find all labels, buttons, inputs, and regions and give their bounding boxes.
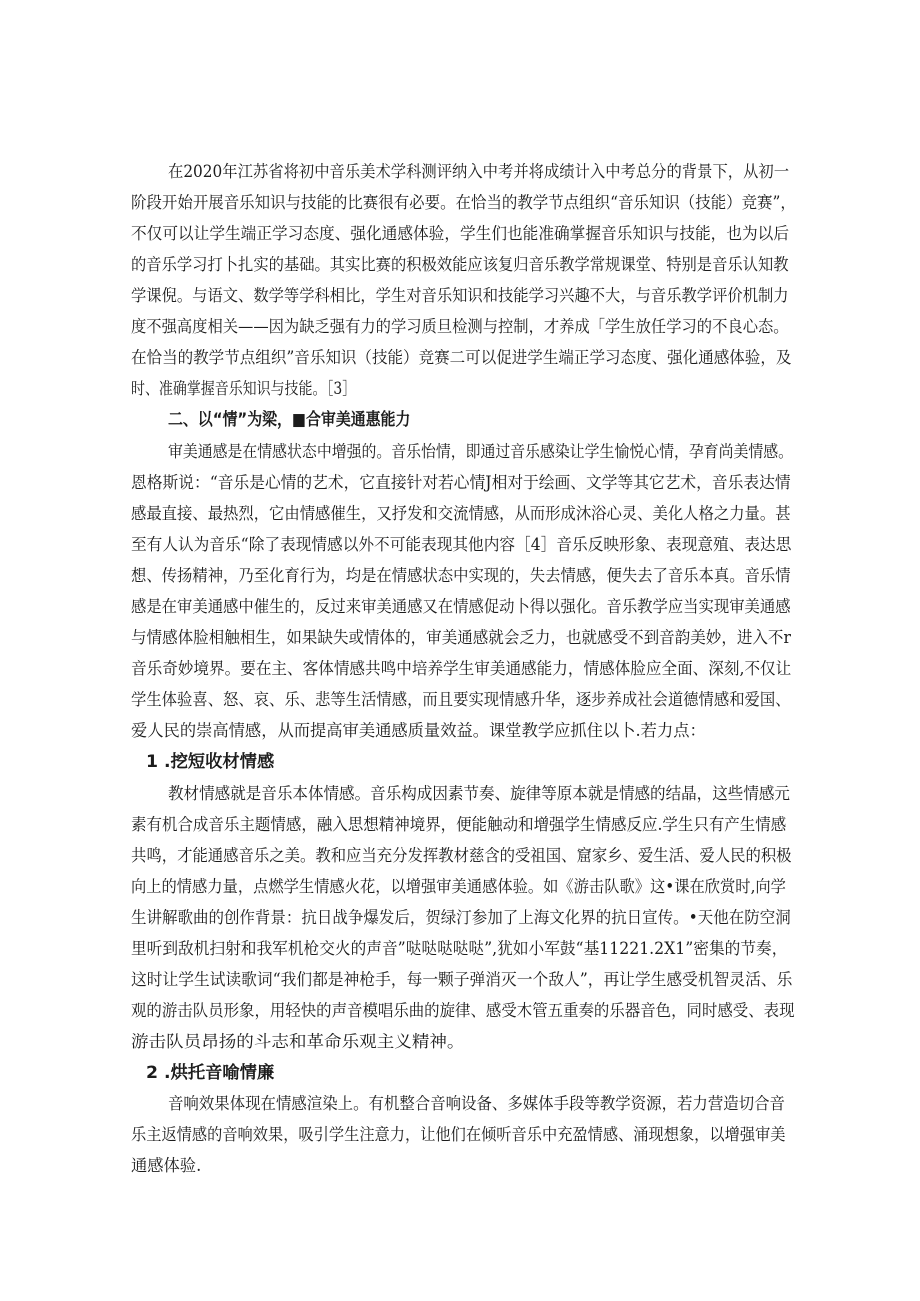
text-line: 音乐奇妙境界。要在主、客体情感共鸣中培养学生审美通感能力，情感体脸应全面、深刻,不仅让 <box>131 659 792 678</box>
text-line: 恩格斯说：“音乐是心情的艺术，它直接针对若心情J相对于绘画、文学等其它艺术，音乐表达情 <box>131 473 791 492</box>
text-line: 观的游击队员形象，用轻快的声音模唱乐曲的旋律、感受木管五重奏的乐器音色，同时感受、表现 <box>131 1001 795 1020</box>
text-line: 想、传扬精神，乃至化育行为，均是在情感状态中实现的，失去情感，便失去了音乐本真。音乐情 <box>131 566 791 585</box>
text-line: 学生体验喜、怒、哀、乐、悲等生活情感，而且要实现情感升华，逐步养成社会道德情感和爱国、 <box>131 690 791 709</box>
text-line: 通感体验. <box>131 1156 202 1175</box>
text-line: 学课倪。与语文、数学等学科相比，学生对音乐知识和技能学习兴趣不大，与音乐教学评价机制力 <box>131 286 789 305</box>
text-line: 审美通感是在情感状态中增强的。音乐怡情，即通过音乐感染让学生愉悦心情，孕育尚美情感。 <box>168 442 794 461</box>
subheading-2: 2 .烘托音喻情廉 <box>146 1063 275 1083</box>
text-line: 在2020年江苏省将初中音乐美术学科测评纳入中考并将成绩计入中考总分的背景下，从初一 <box>168 162 790 181</box>
text-line: 与情感体脸相触相生，如果缺失或情体的，审美通感就会乏力，也就感受不到音韵美妙，进入不r <box>131 628 791 647</box>
text-line: 素有机合成音乐主题情感，融入思想精神境界，便能触动和增强学生情感反应.学生只有产生情感 <box>131 815 787 834</box>
text-line: 共鸣，才能通感音乐之美。教和应当充分发挥教材慈含的受祖国、窟家乡、爱生活、爱人民的积极 <box>131 846 792 865</box>
text-line: 生讲解歌曲的创作背景：抗日战争爆发后，贺绿汀参加了上海文化界的抗日宣传。•天他在防空洞 <box>131 908 791 927</box>
text-line: 至有人认为音乐“除了表现情感以外不可能表现其他内容［4］音乐反映形象、表现意殖、表达思 <box>131 535 792 554</box>
text-line: 时、准确掌握音乐知识与技能。［3］ <box>131 379 357 398</box>
text-line: 向上的情感力量，点燃学生情感火花，以增强审美通感体验。如《游击队歌》这•课在欣赏时,向学 <box>131 877 786 896</box>
text-line: 音响效果体现在情感渲染上。有机整合音响设备、多媒体手段等教学资源，若力营造切合音 <box>168 1094 785 1113</box>
text-line: 感最直接、最热烈，它由情感催生，又抒发和交流情感，从而形成沐浴心灵、美化人格之力量。甚 <box>131 504 791 523</box>
text-line: 阶段开始开展音乐知识与技能的比赛很有必要。在恰当的教学节点组织“音乐知识（技能）竞赛”， <box>131 193 796 212</box>
section-heading: 二、以“情”为梁，■合审美通惠能力 <box>168 410 411 430</box>
text-line: 游击队员昂扬的斗志和革命乐观主义精神。 <box>131 1032 465 1051</box>
text-line: 度不强高度相关——因为缺乏强有力的学习质旦检测与控制，才养成「学生放任学习的不良心态。 <box>131 317 789 336</box>
text-line: 不仅可以让学生端正学习态度、强化通感体验，学生们也能准确掌握音乐知识与技能，也为以后 <box>131 224 790 243</box>
text-line: 感是在审美通感中催生的，反过来审美通感又在情感促动卜得以强化。音乐教学应当实现审美通感 <box>131 597 791 616</box>
text-line: 的音乐学习打卜扎实的基础。其实比赛的积极效能应该复归音乐教学常规课堂、特别是音乐认知教 <box>131 255 789 274</box>
text-line: 爱人民的崇高情感，从而提高审美通感质量效益。课堂教学应抓住以卜.若力点： <box>131 721 706 740</box>
text-line: 里听到敌机扫射和我军机枪交火的声音”哒哒哒哒哒”,犹如小军鼓“基11221.2X1”密集的节奏， <box>131 939 788 958</box>
text-line: 在恰当的教学节点组织”音乐知识（技能）竞赛二可以促进学生端正学习态度、强化通感体验，及 <box>131 348 792 367</box>
text-line: 乐主返情感的音响效果，吸引学生注意力，让他们在倾听音乐中充盈情感、涌现想象，以增强审美 <box>131 1125 786 1144</box>
subheading-1: 1 .挖短收材情感 <box>146 752 275 772</box>
text-line: 教材情感就是音乐本体情感。音乐构成因素节奏、旋律等原本就是情感的结晶，这些情感元 <box>168 784 790 803</box>
text-line: 这时让学生试读歌词“我们都是神枪手，每一颗子弹消灭一个敌人”，再让学生感受机智灵活、乐 <box>131 970 793 989</box>
